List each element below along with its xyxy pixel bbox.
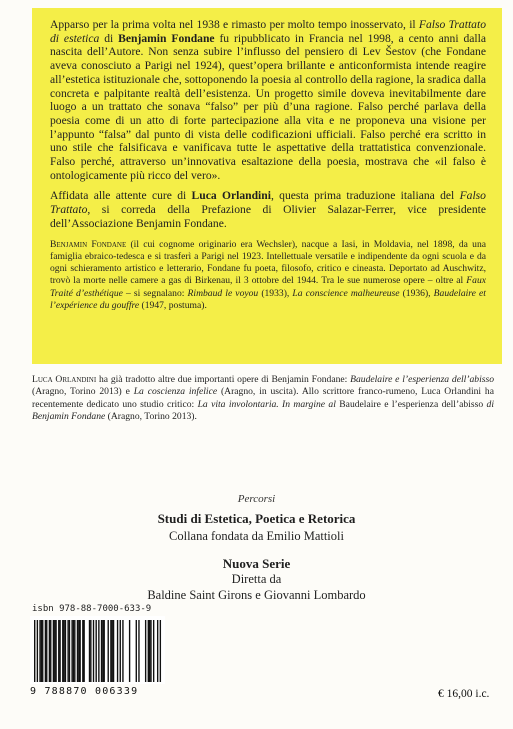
barcode-bar [58, 620, 59, 682]
barcode-bar [50, 620, 51, 682]
barcode-bar [153, 620, 154, 682]
barcode-bar [89, 620, 90, 682]
series-directors: Baldine Saint Girons e Giovanni Lombardo [147, 588, 366, 602]
barcode-bar [148, 620, 149, 682]
barcode-bar [122, 620, 123, 682]
barcode-bar [149, 620, 150, 682]
barcode-bar [46, 620, 47, 682]
barcode-bar [117, 620, 118, 682]
barcode-bar [45, 620, 46, 682]
barcode-bar [73, 620, 74, 682]
barcode-digits: 9 788870 006339 [30, 686, 139, 697]
barcode-bar [138, 620, 139, 682]
series-title: Studi di Estetica, Poetica e Retorica [157, 511, 356, 526]
barcode-bar [95, 620, 96, 682]
barcode-bar [71, 620, 72, 682]
barcode-bar [59, 620, 60, 682]
series-label: Percorsi [237, 493, 276, 505]
blurb-panel [32, 8, 502, 364]
barcode-bar [62, 620, 63, 682]
barcode-bar [39, 620, 40, 682]
new-series-heading: Nuova Serie [222, 556, 291, 571]
barcode-bar [34, 620, 35, 682]
barcode-bar [160, 620, 161, 682]
barcode-bar [78, 620, 79, 682]
barcode-bar [54, 620, 55, 682]
directed-by: Diretta da [231, 572, 282, 586]
barcode-bar [65, 620, 66, 682]
blurb-paragraph-1: Apparso per la prima volta nel 1938 e rimasto per molto tempo inosservato, il Falso Trattato di estetica di Benjamin Fondane fu ripubblicato in Francia nel 1998, a cento anni dalla nascita dell’Autore. Non senza subire l’influsso del pensiero di Lev Šestov (che Fondane aveva conosciuto a Parigi nel 1924), quest’opera brillante e anticonformista intende reagire all’estetica istituzionale che, sottoponendo la poesia al controllo della ragione, la sradica dalla concreta e palpitante realtà dell’esistenza. Un progetto simile doveva inevitabilmente dare luogo a un trattato che sonava “falso” per più d’una ragione. Falso perché parlava della poesia come di un atto di forte partecipazione alla vita e ne proponeva una visione per l’appunto “falsa” dal punto di vista delle codificazioni ufficiali. Falso perché era scritto in uno stile che falsificava e vanificava tutte le aspettative della trattatistica convenzionale. Falso perché, attraverso un’innovativa esaltazione della poesia, mostrava che «il falso è ontologicamente più ricco del vero». [50, 18, 486, 182]
barcode-bar [98, 620, 99, 682]
barcode-graphic [30, 616, 165, 684]
barcode-bar [145, 620, 146, 682]
barcode-bar [150, 620, 151, 682]
barcode-bar [113, 620, 114, 682]
author-bio: Benjamin Fondane (il cui cognome originario era Wechsler), nacque a Iasi, in Moldavia, nel 1898, da una famiglia ebraico-tedesca e si trasferì a Parigi nel 1923. Intellettuale versatile e indipendente da ogni scuola e da ogni schieramento artistico e letterario, Fondane fu poeta, filosofo, critico e cineasta. Deportato ad Auschwitz, trovò la morte nelle camere a gas di Birkenau, il 3 ottobre del 1944. Tra le sue numerose opere – oltre al Faux Traité d’esthétique – si segnalano: Rimbaud le voyou (1933), La conscience malheureuse (1936), Baudelaire et l’expérience du gouffre (1947, postuma). [50, 238, 487, 312]
blurb-paragraph-2: Affidata alle attente cure di Luca Orlandini, questa prima traduzione italiana del Falso Trattato, si correda della Prefazione di Olivier Salazar-Ferrer, vice presidente dell’Associazione Benjamin Fondane. [50, 189, 486, 230]
barcode-bar [67, 620, 68, 682]
isbn-label: isbn 978-88-7000-633-9 [32, 604, 152, 614]
barcode-bar [55, 620, 56, 682]
barcode-bar [90, 620, 91, 682]
barcode-bar [41, 620, 42, 682]
barcode-bar [63, 620, 64, 682]
barcode-bar [53, 620, 54, 682]
barcode-bar [69, 620, 70, 682]
barcode-bar [49, 620, 50, 682]
barcode-bar [77, 620, 78, 682]
barcode-bar [102, 620, 103, 682]
barcode-bar [37, 620, 38, 682]
barcode-bar [79, 620, 80, 682]
barcode-bar [93, 620, 94, 682]
barcode-bar [83, 620, 84, 682]
barcode-bar [136, 620, 137, 682]
barcode-bar [108, 620, 109, 682]
translator-note: Luca Orlandini ha già tradotto altre due importanti opere di Benjamin Fondane: Baudelaire e l’esperienza dell’abisso (Aragno, Torino 2013) e La coscienza infelice (Aragno, in uscita). Allo scrittore franco-rumeno, Luca Orlandini ha recentemente dedicato uno studio critico: La vita involontaria. In margine al Baudelaire e l’esperienza dell’abisso di Benjamin Fondane (Aragno, Torino 2013). [32, 374, 494, 422]
barcode-bar [110, 620, 111, 682]
price: € 16,00 i.c. [438, 688, 490, 700]
barcode-bar [104, 620, 105, 682]
barcode-bar [74, 620, 75, 682]
barcode-bar [129, 620, 130, 682]
barcode-bar [42, 620, 43, 682]
barcode-bars [30, 616, 165, 684]
barcode-bar [112, 620, 113, 682]
barcode-bar [82, 620, 83, 682]
barcode-bar [101, 620, 102, 682]
barcode-bar [157, 620, 158, 682]
barcode-bar [120, 620, 121, 682]
series-founder: Collana fondata da Emilio Mattioli [169, 529, 344, 543]
